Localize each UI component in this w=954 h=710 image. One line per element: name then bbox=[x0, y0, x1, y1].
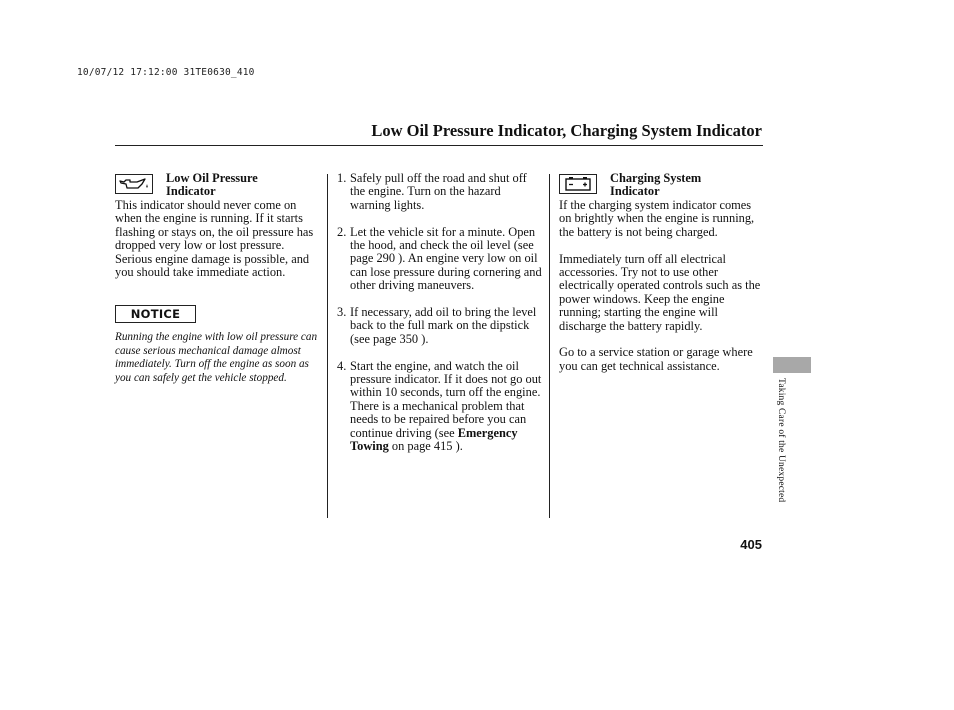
steps-list bbox=[337, 172, 542, 467]
step-item: 3. If necessary, add oil to bring the level back to the full mark on the dipstick (see page 350 ). bbox=[337, 305, 537, 346]
low-oil-description: This indicator should never come on when the engine is running. If it starts flashing or stays on, the oil pressure has dropped very low or lost pressure. Serious engine damage is possible, and you should take immediate action. bbox=[115, 198, 314, 280]
emergency-towing-reference: Emergency Towing bbox=[350, 425, 518, 454]
notice-text: Running the engine with low oil pressure can cause serious mechanical damage almost immediately. Turn off the engine as soon as you can safely get the vehicle stopped. bbox=[115, 331, 318, 384]
print-timestamp: 10/07/12 17:12:00 31TE0630_410 bbox=[77, 67, 255, 78]
section-side-label: Taking Care of the Unexpected bbox=[776, 378, 786, 503]
battery-icon bbox=[559, 174, 597, 194]
column-divider-left bbox=[327, 174, 328, 518]
page-number: 405 bbox=[740, 537, 762, 552]
low-oil-heading: Low Oil Pressure Indicator bbox=[166, 171, 258, 198]
section-tab-marker bbox=[773, 357, 811, 373]
page-title: Low Oil Pressure Indicator, Charging System Indicator bbox=[371, 121, 762, 140]
step-item: 4. Start the engine, and watch the oil pressure indicator. If it does not go out within 10 seconds, turn off the engine. There is a mechanical problem that needs to be repaired before you can continue driving (see Emergency Towing on page 415 ). bbox=[337, 358, 542, 454]
notice-badge: NOTICE bbox=[115, 305, 196, 323]
oil-can-icon bbox=[115, 174, 153, 194]
step-item: 2. Let the vehicle sit for a minute. Open the hood, and check the oil level (see page 290 ). An engine very low on oil can lose pressure during cornering and other driving maneuvers. bbox=[337, 224, 542, 293]
step-item: 1. Safely pull off the road and shut off the engine. Turn on the hazard warning lights. bbox=[337, 171, 527, 212]
charging-system-description: If the charging system indicator comes on brightly when the engine is running, the battery is not being charged. Immediately turn off all electrical accessories. Try not to use other electrically operated controls such as the power windows. Keep the engine running; starting the engine will discharge the battery rapidly. Go to a service station or garage where you can get technical assistance. bbox=[559, 198, 761, 373]
charging-system-heading: Charging System Indicator bbox=[610, 171, 702, 198]
title-divider bbox=[115, 145, 763, 146]
column-divider-right bbox=[549, 174, 550, 518]
